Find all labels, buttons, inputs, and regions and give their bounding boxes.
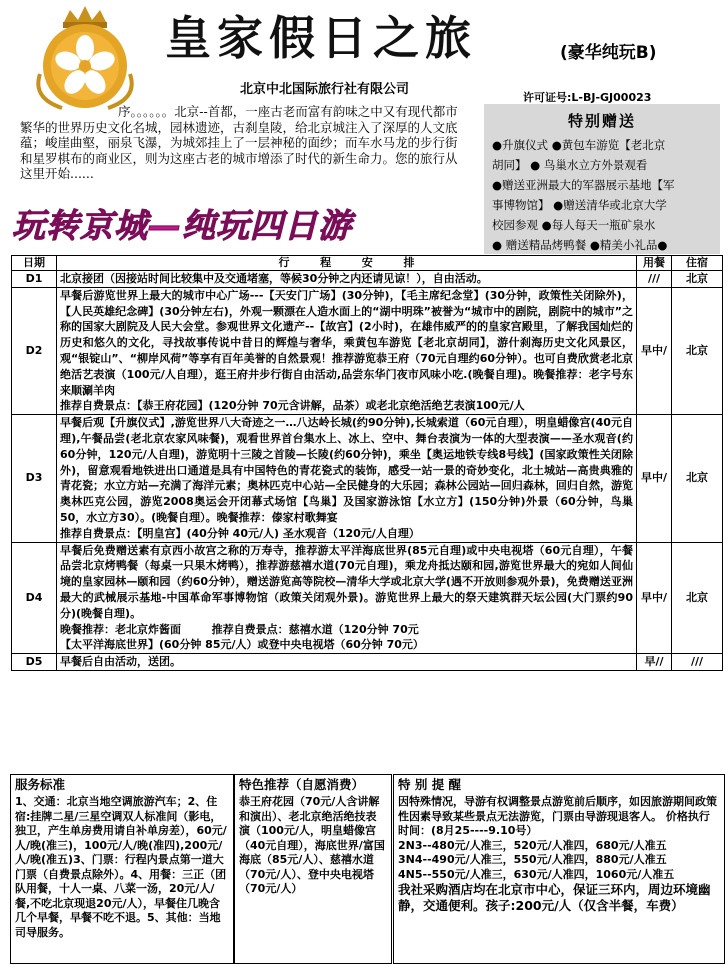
stay-cell: 北京 <box>672 287 723 414</box>
license-number: 许可证号:L-BJ-GJ00023 <box>523 91 652 104</box>
meal-cell: 早中/ <box>637 287 672 414</box>
crown-flower-logo-icon <box>18 4 153 112</box>
header-day: 日期 <box>12 256 57 271</box>
gift-line: ●升旗仪式 ●黄包车游览【老北京 <box>492 138 666 152</box>
price-line: 2N3--480元/人准三，520元/人准四，680元/人准五 <box>398 838 667 852</box>
itinerary-optional: 晚餐推荐：老北京炸酱面 推荐自费景点：慈禧水道（120分钟 70元 <box>60 622 419 636</box>
price-line: 3N4--490元/人准三，550元/人准四，880元/人准五 <box>398 853 667 866</box>
table-row <box>12 415 723 542</box>
tour-slogan: 玩转京城—纯玩四日游 <box>12 206 352 245</box>
notice-title: 特 别 提 醒 <box>398 777 462 792</box>
special-gift-box <box>484 104 720 254</box>
itinerary-cell <box>57 542 637 654</box>
feature-recommend-box <box>234 774 392 964</box>
itinerary-cell: 早餐后自由活动，送团。 <box>57 654 637 671</box>
company-name: 北京中北国际旅行社有限公司 <box>240 82 410 97</box>
header-meal: 用餐 <box>637 256 672 271</box>
meal-cell: /// <box>637 271 672 288</box>
meal-cell: 早中/ <box>637 542 672 654</box>
itinerary-optional: 【太平洋海底世界】(60分钟 85元/人）或登中央电视塔（60分钟 70元） <box>60 638 424 652</box>
meal-cell: 早// <box>637 654 672 671</box>
stay-cell: /// <box>672 654 723 671</box>
service-text: 1、交通：北京当地空调旅游汽车；2、住宿:挂牌二星/三星空调双人标准间（影电，独卫，产生单房费用请自补单房差），60元/人/晚(准三)，100元/人/晚(准四),200元/人/晚(准五)3、门票：行程内景点第一道大门票（自费景点除外）。4、用餐：三正（团队用餐，十人一桌、八菜一汤，20元/人/餐,不吃北京现退20元/人），早餐住几晚含几个早餐，早餐不吃不退。5、其他：当地司导服务。 <box>15 795 227 939</box>
gift-line: ● 赠送精品烤鸭餐 ●精美小礼品● <box>492 238 668 252</box>
header-itinerary: 行 程 安 排 <box>57 256 637 271</box>
page-subtitle: (豪华纯玩B) <box>560 43 657 63</box>
preface-text: 序。。。。。。北京--首都，一座古老而富有韵味之中又有现代都市繁华的世界历史文化名城，园林遗迹，古刹皇陵，给北京城注入了深厚的人文底蕴；峻崖曲壑，丽泉飞瀑，为城郊挂上了一层神秘的面纱；而车水马龙的步行街和星罗棋布的商业区，则为这座古老的城市增添了时代的新生命力。您的旅行从这里开始...... <box>20 104 458 181</box>
recommend-text: 恭王府花园（70元/人含讲解和演出）、老北京绝活绝技表演（100元/人，明皇蜡像宫（40元自理），海底世界/富国海底（85元/人）、慈禧水道（70元/人）、登中央电视塔（70元/人） <box>239 795 385 895</box>
stay-cell: 北京 <box>672 415 723 542</box>
notice-text: 因特殊情况，导游有权调整景点游览前后顺序，如因旅游期间政策性因素导致某些景点无法游览，门票由导游现退客人。 价格执行时间：(8月25----9.10号） <box>398 795 717 837</box>
header-stay: 住宿 <box>672 256 723 271</box>
itinerary-optional: 推荐自费景点：【明皇宫】(40分钟 40元/人) 圣水观音（120元/人自理） <box>60 526 420 540</box>
table-row <box>12 542 723 654</box>
meal-cell: 早中/ <box>637 415 672 542</box>
itinerary-text: 早餐后游览世界上最大的城市中心广场---【天安门广场】(30分钟)，【毛主席纪念堂】(30分钟，政策性关闭除外)，【人民英雄纪念碑】(30分钟左右)，外观一颗漂在人造水面上的“湖中明珠”被誉为“城市中的剧院，剧院中的城市”之称的国家大剧院及人民大会堂。参观世界文化遗产--【故宫】(2小时)，在雄伟威严的的皇家宫殿里，了解我国灿烂的历史和悠久的文化，寻找故事传说中昔日的辉煌与奢华，乘黄包车游览【老北京胡同】，游什刹海历史文化风景区，观“银锭山”、“柳岸风荷”等享有百年美誉的自然景观！推荐游览恭王府（70元自理约60分钟）。也可自费欣赏老北京绝活艺表演（100元/人自理），逛王府井步行街自由活动,品尝东华门夜市风味小吃.(晚餐自理)。晚餐推荐：老字号东来顺涮羊肉 <box>60 288 633 397</box>
itinerary-text: 早餐后观【升旗仪式】,游览世界八大奇迹之一…八达岭长城(约90分钟),长城索道（60元自理），明皇蜡像宫(40元自理),午餐品尝(老北京农家风味餐)，观看世界首台集水上、冰上、空中、舞台表演为一体的大型表演——圣水观音(约60分钟，120元/人自理)，游览明十三陵之首陵—长陵(约60分钟)，乘坐【奥运地铁专线8号线】(国家政策性关闭除外)，留意观看地铁进出口通道是具有中国特色的青花瓷式的装饰，感受一站一景的奇妙变化，北土城站—高贵典雅的青花瓷；水立方站—充满了海洋元素；奥林匹克中心站—全民健身的大乐园；森林公园站—回归森林，回归自然，游览奥林匹克公园，游览2008奥运会开闭幕式场馆【鸟巢】及国家游泳馆【水立方】(150分钟)外景（60分钟，鸟巢50，水立方30）。(晚餐自理）。晚餐推荐：傣家村歌舞宴 <box>60 416 633 524</box>
stay-cell: 北京 <box>672 271 723 288</box>
itinerary-cell <box>57 415 637 542</box>
day-cell: D2 <box>12 287 57 414</box>
itinerary-table <box>11 255 723 671</box>
table-header-row <box>12 256 723 271</box>
day-cell: D4 <box>12 542 57 654</box>
gift-list <box>484 131 720 255</box>
special-notice-box <box>393 774 725 964</box>
itinerary-text: 早餐后免费赠送素有京西小故宫之称的万寿寺，推荐游太平洋海底世界(85元自理)或中央电视塔（60元自理），午餐品尝北京烤鸭餐（每桌一只果木烤鸭），推荐游慈禧水道(70元自理)，乘龙舟抵达颐和园,游览世界最大的宛如人间仙境的皇家园林—颐和园（约60分钟），赠送游览高等院校—清华大学或北京大学(遇不开放则参观外景)，免费赠送亚洲最大的武械展示基地-中国革命军事博物馆（政策关闭观外景)。游览世界上最大的祭天建筑群天坛公园(大门票约90分)(晚餐自理)。 <box>60 543 633 620</box>
table-row <box>12 287 723 414</box>
gift-line: 胡同】 ● 鸟巢水立方外景观看 <box>492 158 648 172</box>
itinerary-cell <box>57 287 637 414</box>
page-title: 皇家假日之旅 <box>165 11 477 65</box>
itinerary-optional: 推荐自费景点：【恭王府花园】(120分钟 70元含讲解，品茶）或老北京绝活绝艺表演100元/人 <box>60 399 525 413</box>
service-standard-box <box>10 774 234 964</box>
stay-cell: 北京 <box>672 542 723 654</box>
itinerary-cell: 北京接团（因接站时间比较集中及交通堵塞，等候30分钟之内还请见谅！），自由活动。 <box>57 271 637 288</box>
recommend-title: 特色推荐（自愿消费） <box>239 777 365 792</box>
price-line: 4N5--550元/人准三，630元/人准四，1060元/人准五 <box>398 867 675 881</box>
service-title: 服务标准 <box>15 777 66 792</box>
day-cell: D3 <box>12 415 57 542</box>
table-row <box>12 271 723 288</box>
gift-title: 特别赠送 <box>567 112 636 130</box>
notice-footer: 我社采购酒店均在北京市中心，保证三环内，周边环境幽静，交通便利。孩子:200元/人（仅含半餐，车费） <box>398 882 711 913</box>
gift-line: 事博物馆】 ●赠送清华或北京大学 <box>492 198 667 212</box>
day-cell: D1 <box>12 271 57 288</box>
gift-line: ●赠送亚洲最大的军器展示基地【军 <box>492 178 675 192</box>
gift-line: 校园参观 ●每人每天一瓶矿泉水 <box>492 218 656 232</box>
day-cell: D5 <box>12 654 57 671</box>
table-row <box>12 654 723 671</box>
